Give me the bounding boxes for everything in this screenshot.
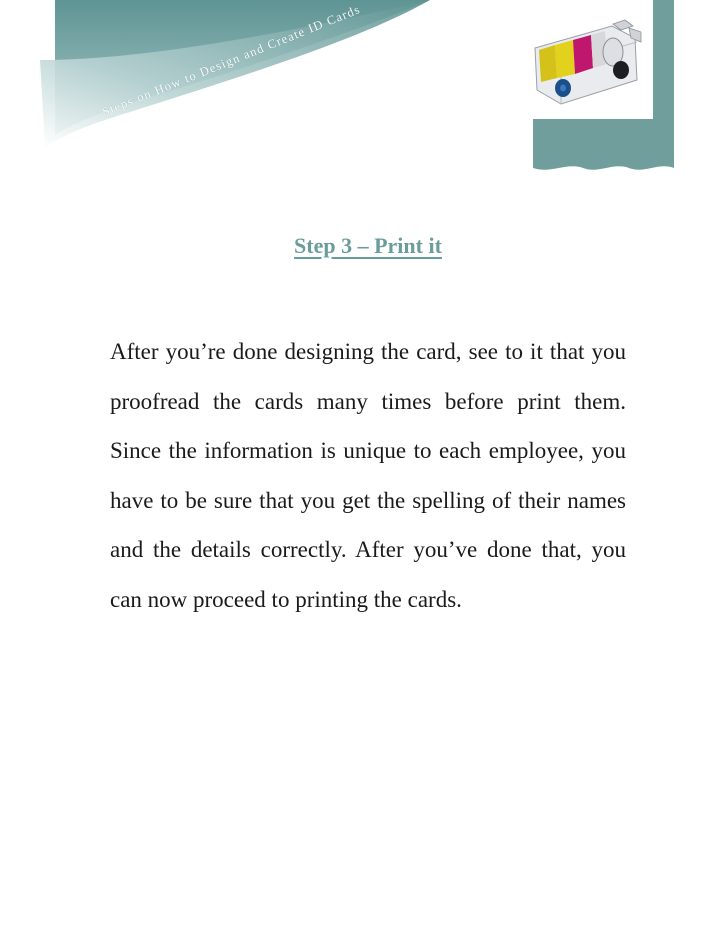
- body-paragraph: After you’re done designing the card, see to it that you proofread the cards many times before print them. Since the information is unique to each employee, you have to be sure that you get the spelling of their names and the details correctly. After you’ve done that, you can now proceed to printing the cards.: [110, 339, 626, 612]
- running-header-title: Steps on How to Design and Create ID Cards: [100, 2, 363, 119]
- header-swoosh: [0, 0, 460, 160]
- section-heading-text: Step 3 – Print it: [294, 233, 442, 258]
- section-heading: [0, 233, 728, 259]
- ribbon-cartridge-icon: [517, 8, 647, 108]
